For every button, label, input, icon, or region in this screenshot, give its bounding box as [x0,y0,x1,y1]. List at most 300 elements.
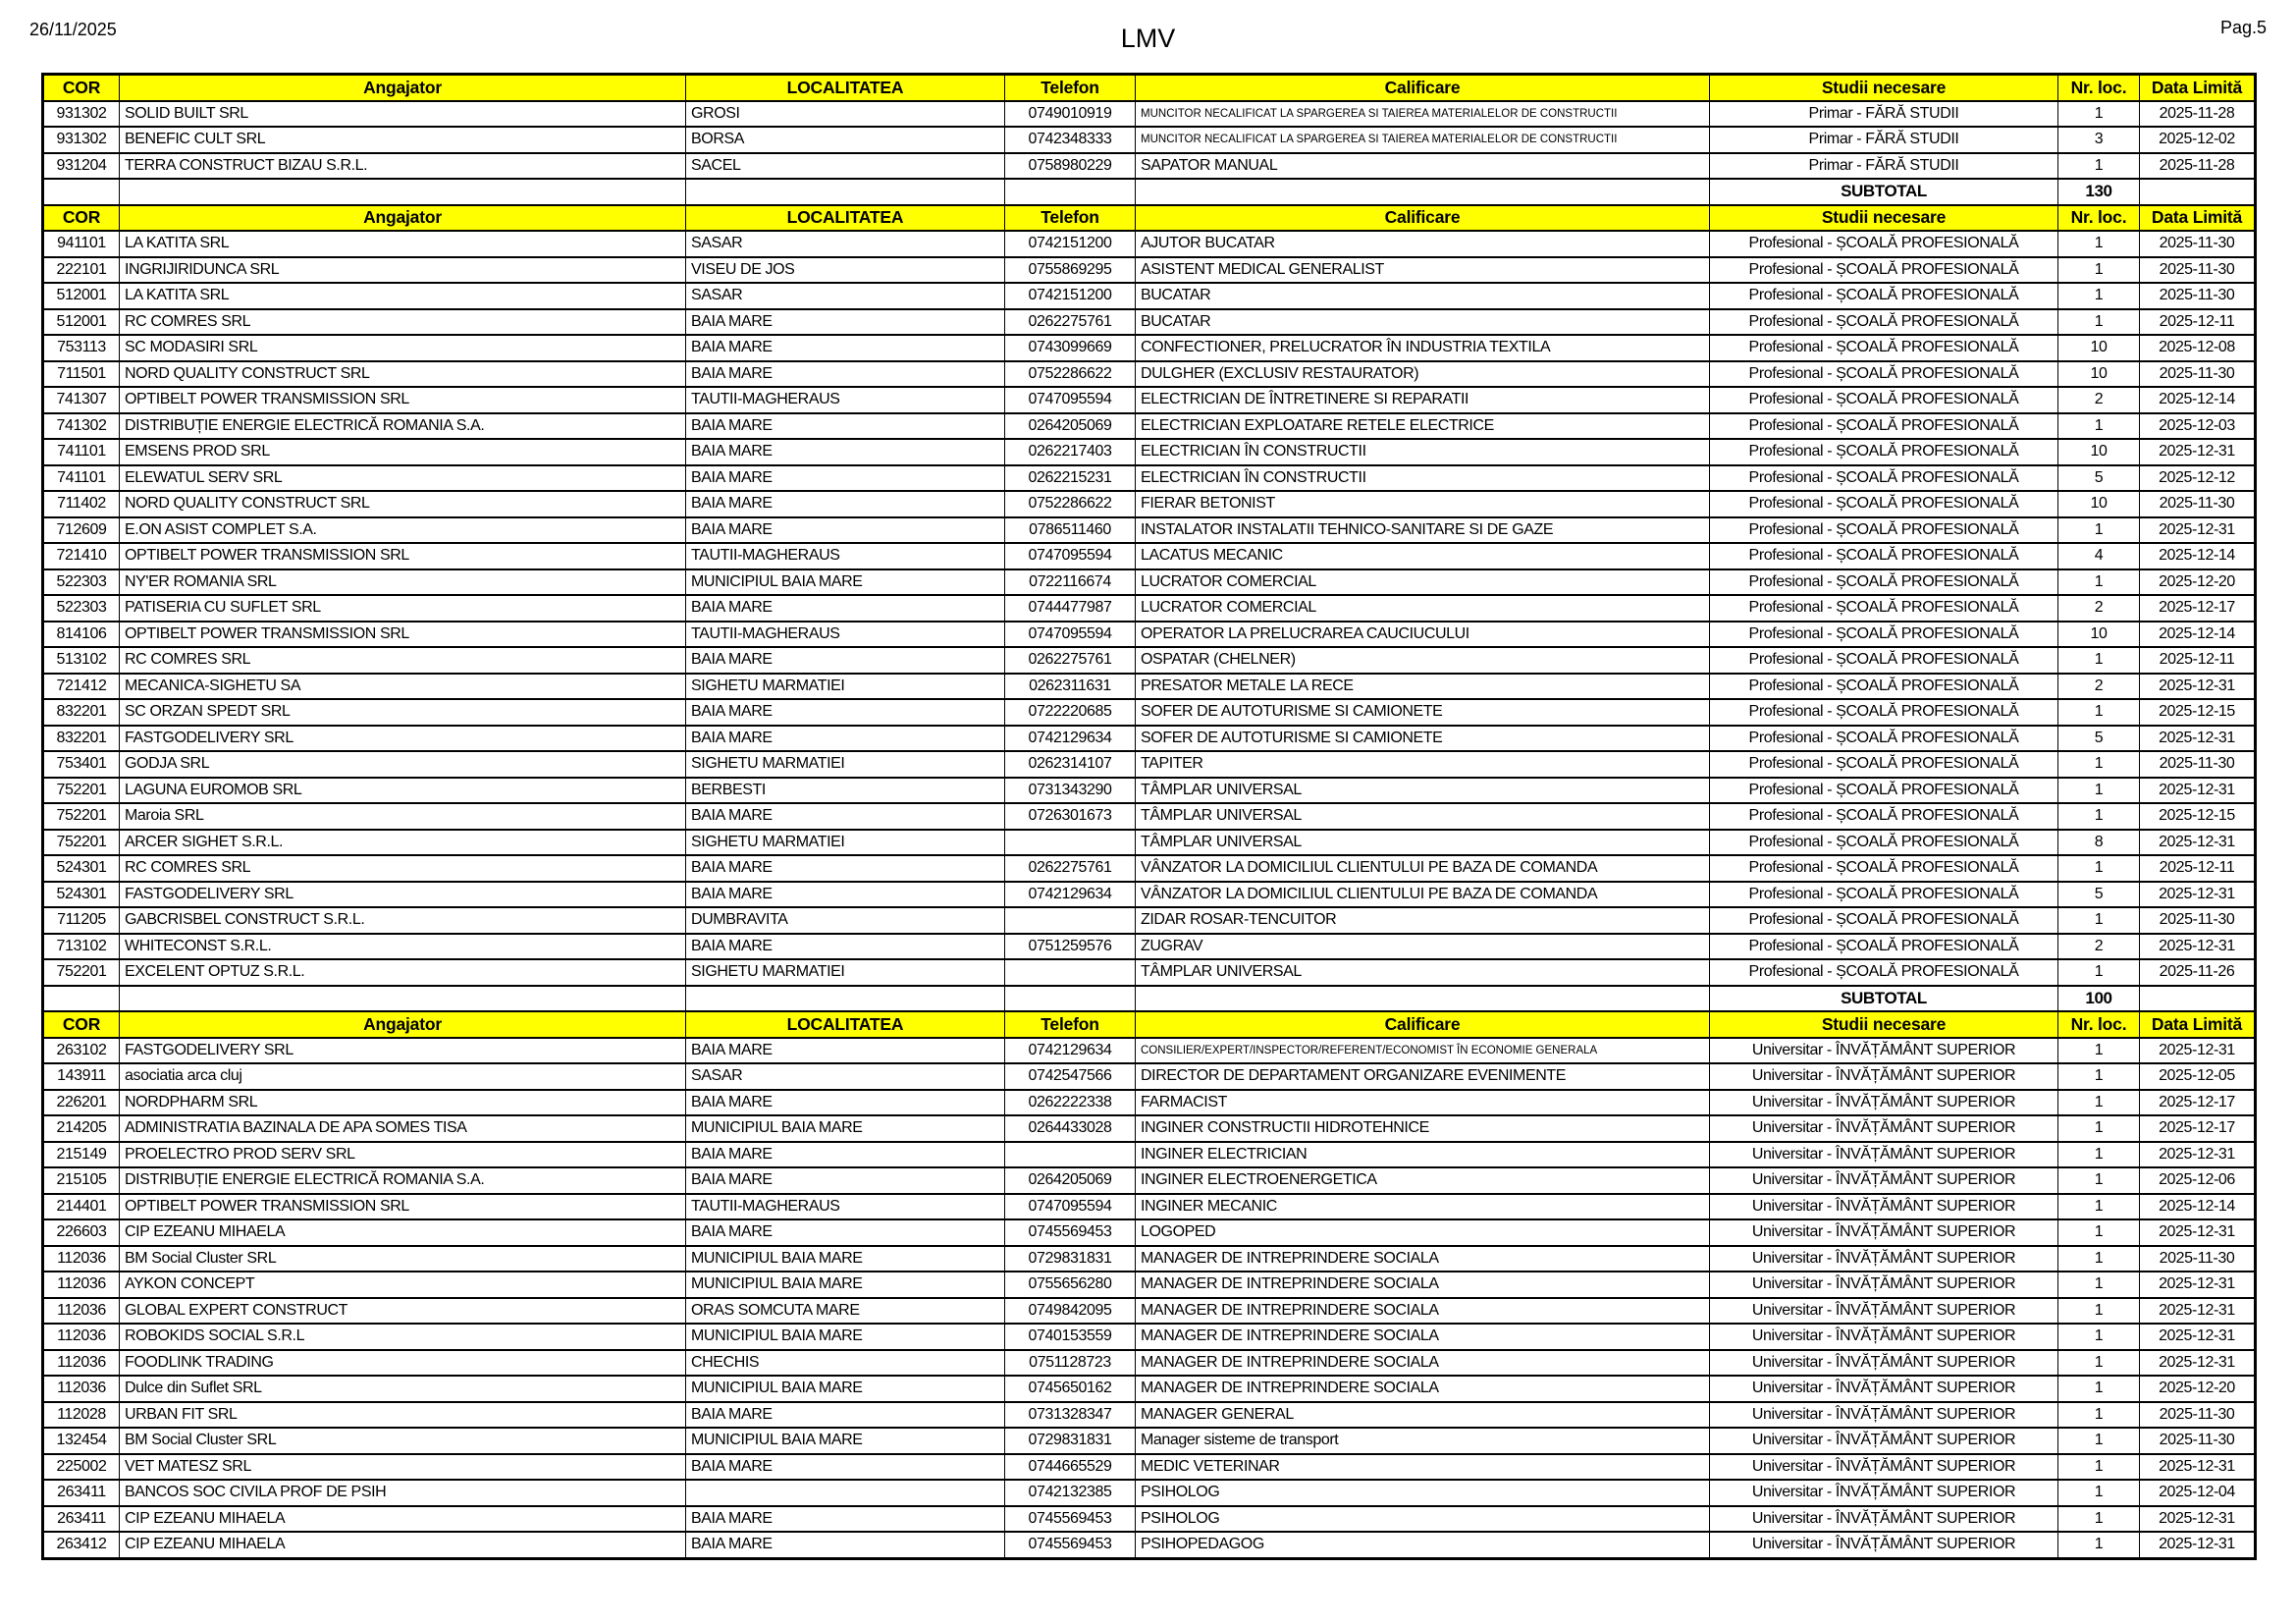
column-header-cor: COR [43,75,120,101]
column-header-nr-loc: Nr. loc. [2058,75,2140,101]
table-row [43,1402,2256,1429]
cell-telefon: 0786511460 [1005,517,1136,544]
table-row [43,674,2256,700]
cell-cor: 225002 [43,1454,120,1481]
cell-nr-loc: 10 [2058,622,2140,648]
cell-calificare: FIERAR BETONIST [1136,491,1710,517]
cell-calificare: ELECTRICIAN EXPLOATARE RETELE ELECTRICE [1136,413,1710,440]
cell-localitatea: BORSA [686,127,1005,153]
cell-studii: Profesional - ȘCOALĂ PROFESIONALĂ [1710,595,2058,622]
cell-angajator: ADMINISTRATIA BAZINALA DE APA SOMES TISA [120,1115,686,1142]
cell-data-limita: 2025-12-11 [2140,855,2256,882]
cell-cor: 741302 [43,413,120,440]
cell-calificare: TÂMPLAR UNIVERSAL [1136,830,1710,856]
cell-localitatea: BAIA MARE [686,803,1005,830]
cell-angajator: CIP EZEANU MIHAELA [120,1506,686,1533]
cell-localitatea: SIGHETU MARMATIEI [686,830,1005,856]
cell-cor: 741307 [43,387,120,413]
table-row [43,830,2256,856]
cell-calificare: MANAGER DE INTREPRINDERE SOCIALA [1136,1298,1710,1325]
subtotal-label: SUBTOTAL [1710,179,2058,205]
table-row [43,1506,2256,1533]
cell-localitatea: BAIA MARE [686,1402,1005,1429]
cell-telefon: 0744477987 [1005,595,1136,622]
cell-studii: Profesional - ȘCOALĂ PROFESIONALĂ [1710,517,2058,544]
cell-data-limita: 2025-12-17 [2140,595,2256,622]
cell-studii: Profesional - ȘCOALĂ PROFESIONALĂ [1710,830,2058,856]
cell-nr-loc: 1 [2058,1090,2140,1116]
cell-nr-loc: 1 [2058,1194,2140,1220]
cell-cor: 263411 [43,1506,120,1533]
cell-cor: 741101 [43,439,120,465]
cell-cor: 711402 [43,491,120,517]
job-vacancies-table [41,73,2257,1560]
table-row [43,465,2256,492]
table-row [43,1090,2256,1116]
cell-cor: 752201 [43,803,120,830]
table-row [43,647,2256,674]
cell-cor: 832201 [43,726,120,752]
cell-calificare: LOGOPED [1136,1219,1710,1246]
cell-nr-loc: 8 [2058,830,2140,856]
cell-data-limita: 2025-11-30 [2140,361,2256,388]
cell-studii: Profesional - ȘCOALĂ PROFESIONALĂ [1710,335,2058,361]
cell-cor: 522303 [43,569,120,596]
cell-localitatea: BAIA MARE [686,647,1005,674]
subtotal-empty-cell [1005,986,1136,1012]
cell-calificare: PSIHOLOG [1136,1480,1710,1506]
cell-cor: 711205 [43,907,120,934]
cell-data-limita: 2025-12-20 [2140,1376,2256,1402]
table-row [43,959,2256,986]
cell-nr-loc: 1 [2058,231,2140,257]
cell-localitatea: BAIA MARE [686,1506,1005,1533]
cell-telefon: 0742129634 [1005,1038,1136,1064]
cell-nr-loc: 3 [2058,127,2140,153]
cell-telefon: 0264205069 [1005,1167,1136,1194]
cell-cor: 112036 [43,1272,120,1298]
cell-nr-loc: 1 [2058,907,2140,934]
column-header-nr-loc: Nr. loc. [2058,1011,2140,1038]
cell-cor: 711501 [43,361,120,388]
table-row [43,543,2256,569]
cell-calificare: CONSILIER/EXPERT/INSPECTOR/REFERENT/ECONOMIST ÎN ECONOMIE GENERALA [1136,1038,1710,1064]
cell-telefon: 0743099669 [1005,335,1136,361]
table-row [43,517,2256,544]
cell-data-limita: 2025-12-31 [2140,1532,2256,1558]
cell-telefon: 0262215231 [1005,465,1136,492]
cell-calificare: INGINER ELECTROENERGETICA [1136,1167,1710,1194]
cell-calificare: INSTALATOR INSTALATII TEHNICO-SANITARE SI DE GAZE [1136,517,1710,544]
cell-calificare: LUCRATOR COMERCIAL [1136,569,1710,596]
cell-localitatea: VISEU DE JOS [686,257,1005,284]
cell-studii: Profesional - ȘCOALĂ PROFESIONALĂ [1710,465,2058,492]
column-header-telefon: Telefon [1005,1011,1136,1038]
cell-studii: Profesional - ȘCOALĂ PROFESIONALĂ [1710,491,2058,517]
cell-localitatea: SIGHETU MARMATIEI [686,959,1005,986]
cell-cor: 524301 [43,882,120,908]
cell-nr-loc: 10 [2058,439,2140,465]
table-header-row [43,205,2256,232]
cell-nr-loc: 1 [2058,309,2140,336]
cell-telefon: 0742132385 [1005,1480,1136,1506]
column-header-localitatea: LOCALITATEA [686,1011,1005,1038]
cell-nr-loc: 1 [2058,1350,2140,1377]
cell-calificare: CONFECTIONER, PRELUCRATOR ÎN INDUSTRIA TEXTILA [1136,335,1710,361]
cell-localitatea: CHECHIS [686,1350,1005,1377]
cell-studii: Primar - FĂRĂ STUDII [1710,153,2058,180]
cell-calificare: AJUTOR BUCATAR [1136,231,1710,257]
table-row [43,439,2256,465]
cell-telefon: 0747095594 [1005,543,1136,569]
cell-data-limita: 2025-11-30 [2140,283,2256,309]
table-row [43,335,2256,361]
cell-studii: Profesional - ȘCOALĂ PROFESIONALĂ [1710,959,2058,986]
cell-data-limita: 2025-12-14 [2140,622,2256,648]
cell-localitatea: BAIA MARE [686,465,1005,492]
cell-calificare: ELECTRICIAN ÎN CONSTRUCTII [1136,439,1710,465]
cell-localitatea: BAIA MARE [686,1142,1005,1168]
table-row [43,1428,2256,1454]
cell-studii: Universitar - ÎNVĂȚĂMÂNT SUPERIOR [1710,1324,2058,1350]
cell-data-limita: 2025-12-14 [2140,543,2256,569]
cell-data-limita: 2025-11-30 [2140,1402,2256,1429]
cell-telefon: 0755656280 [1005,1272,1136,1298]
cell-data-limita: 2025-11-30 [2140,491,2256,517]
cell-angajator: asociatia arca cluj [120,1063,686,1090]
cell-studii: Profesional - ȘCOALĂ PROFESIONALĂ [1710,882,2058,908]
cell-localitatea: BAIA MARE [686,1167,1005,1194]
cell-telefon: 0758980229 [1005,153,1136,180]
table-row [43,1376,2256,1402]
table-row [43,283,2256,309]
cell-studii: Universitar - ÎNVĂȚĂMÂNT SUPERIOR [1710,1194,2058,1220]
cell-nr-loc: 2 [2058,387,2140,413]
cell-cor: 132454 [43,1428,120,1454]
cell-angajator: ARCER SIGHET S.R.L. [120,830,686,856]
cell-telefon: 0740153559 [1005,1324,1136,1350]
cell-nr-loc: 2 [2058,595,2140,622]
cell-data-limita: 2025-12-15 [2140,699,2256,726]
cell-nr-loc: 1 [2058,1272,2140,1298]
table-row [43,907,2256,934]
cell-telefon: 0262217403 [1005,439,1136,465]
cell-cor: 112036 [43,1350,120,1377]
cell-nr-loc: 1 [2058,778,2140,804]
cell-cor: 214205 [43,1115,120,1142]
cell-angajator: FASTGODELIVERY SRL [120,726,686,752]
cell-angajator: URBAN FIT SRL [120,1402,686,1429]
table-row [43,778,2256,804]
cell-calificare: VÂNZATOR LA DOMICILIUL CLIENTULUI PE BAZA DE COMANDA [1136,855,1710,882]
cell-studii: Profesional - ȘCOALĂ PROFESIONALĂ [1710,309,2058,336]
cell-calificare: BUCATAR [1136,309,1710,336]
cell-data-limita: 2025-11-30 [2140,1428,2256,1454]
cell-localitatea: BAIA MARE [686,361,1005,388]
cell-telefon: 0262314107 [1005,751,1136,778]
cell-calificare: ELECTRICIAN DE ÎNTRETINERE SI REPARATII [1136,387,1710,413]
cell-cor: 112028 [43,1402,120,1429]
cell-calificare: PRESATOR METALE LA RECE [1136,674,1710,700]
table-row [43,1219,2256,1246]
table-row [43,1063,2256,1090]
cell-nr-loc: 1 [2058,153,2140,180]
cell-telefon: 0264205069 [1005,413,1136,440]
cell-studii: Profesional - ȘCOALĂ PROFESIONALĂ [1710,726,2058,752]
cell-angajator: PROELECTRO PROD SERV SRL [120,1142,686,1168]
cell-nr-loc: 1 [2058,1428,2140,1454]
cell-data-limita: 2025-12-31 [2140,830,2256,856]
cell-telefon: 0751128723 [1005,1350,1136,1377]
cell-data-limita: 2025-11-30 [2140,1246,2256,1272]
cell-nr-loc: 10 [2058,361,2140,388]
cell-localitatea: BAIA MARE [686,309,1005,336]
subtotal-empty-cell [120,179,686,205]
cell-angajator: E.ON ASIST COMPLET S.A. [120,517,686,544]
cell-studii: Universitar - ÎNVĂȚĂMÂNT SUPERIOR [1710,1272,2058,1298]
cell-telefon: 0731343290 [1005,778,1136,804]
cell-localitatea: SACEL [686,153,1005,180]
cell-angajator: Dulce din Suflet SRL [120,1376,686,1402]
cell-nr-loc: 1 [2058,855,2140,882]
cell-calificare: TÂMPLAR UNIVERSAL [1136,803,1710,830]
table-row [43,934,2256,960]
cell-nr-loc: 4 [2058,543,2140,569]
cell-data-limita: 2025-12-31 [2140,439,2256,465]
cell-studii: Profesional - ȘCOALĂ PROFESIONALĂ [1710,751,2058,778]
cell-calificare: BUCATAR [1136,283,1710,309]
cell-angajator: FASTGODELIVERY SRL [120,1038,686,1064]
table-row [43,595,2256,622]
cell-telefon: 0749842095 [1005,1298,1136,1325]
cell-cor: 215149 [43,1142,120,1168]
table-row [43,622,2256,648]
table-row [43,751,2256,778]
cell-angajator: BM Social Cluster SRL [120,1428,686,1454]
cell-data-limita: 2025-12-31 [2140,882,2256,908]
column-header-data-limita: Data Limită [2140,205,2256,232]
cell-studii: Profesional - ȘCOALĂ PROFESIONALĂ [1710,569,2058,596]
cell-studii: Universitar - ÎNVĂȚĂMÂNT SUPERIOR [1710,1246,2058,1272]
cell-nr-loc: 1 [2058,1115,2140,1142]
cell-calificare: PSIHOPEDAGOG [1136,1532,1710,1558]
cell-calificare: ZIDAR ROSAR-TENCUITOR [1136,907,1710,934]
cell-data-limita: 2025-11-28 [2140,153,2256,180]
subtotal-label: SUBTOTAL [1710,986,2058,1012]
cell-calificare: MUNCITOR NECALIFICAT LA SPARGEREA SI TAIEREA MATERIALELOR DE CONSTRUCTII [1136,127,1710,153]
cell-calificare: ASISTENT MEDICAL GENERALIST [1136,257,1710,284]
cell-angajator: OPTIBELT POWER TRANSMISSION SRL [120,1194,686,1220]
cell-calificare: SAPATOR MANUAL [1136,153,1710,180]
cell-telefon: 0744665529 [1005,1454,1136,1481]
table-row [43,413,2256,440]
cell-telefon: 0729831831 [1005,1246,1136,1272]
cell-data-limita: 2025-12-14 [2140,387,2256,413]
cell-localitatea: BAIA MARE [686,726,1005,752]
cell-telefon: 0752286622 [1005,361,1136,388]
cell-telefon: 0742129634 [1005,882,1136,908]
cell-nr-loc: 1 [2058,751,2140,778]
cell-data-limita: 2025-12-31 [2140,1272,2256,1298]
cell-data-limita: 2025-12-31 [2140,1219,2256,1246]
cell-data-limita: 2025-12-11 [2140,309,2256,336]
subtotal-empty-cell [43,179,120,205]
cell-data-limita: 2025-11-30 [2140,231,2256,257]
cell-localitatea: MUNICIPIUL BAIA MARE [686,1272,1005,1298]
cell-studii: Profesional - ȘCOALĂ PROFESIONALĂ [1710,647,2058,674]
cell-angajator: GLOBAL EXPERT CONSTRUCT [120,1298,686,1325]
cell-angajator: DISTRIBUȚIE ENERGIE ELECTRICĂ ROMANIA S.A. [120,413,686,440]
cell-data-limita: 2025-11-30 [2140,257,2256,284]
table-body [43,75,2256,1559]
cell-data-limita: 2025-12-05 [2140,1063,2256,1090]
cell-data-limita: 2025-12-31 [2140,1454,2256,1481]
cell-cor: 712609 [43,517,120,544]
cell-telefon: 0729831831 [1005,1428,1136,1454]
cell-studii: Universitar - ÎNVĂȚĂMÂNT SUPERIOR [1710,1063,2058,1090]
cell-localitatea: DUMBRAVITA [686,907,1005,934]
cell-localitatea: BAIA MARE [686,413,1005,440]
cell-studii: Universitar - ÎNVĂȚĂMÂNT SUPERIOR [1710,1376,2058,1402]
table-row [43,699,2256,726]
cell-cor: 112036 [43,1324,120,1350]
cell-angajator: BM Social Cluster SRL [120,1246,686,1272]
cell-data-limita: 2025-12-31 [2140,1350,2256,1377]
column-header-cor: COR [43,1011,120,1038]
cell-localitatea: BAIA MARE [686,855,1005,882]
cell-angajator: BANCOS SOC CIVILA PROF DE PSIH [120,1480,686,1506]
cell-localitatea: BERBESTI [686,778,1005,804]
column-header-nr-loc: Nr. loc. [2058,205,2140,232]
cell-localitatea: TAUTII-MAGHERAUS [686,622,1005,648]
cell-data-limita: 2025-11-30 [2140,907,2256,934]
column-header-studii: Studii necesare [1710,1011,2058,1038]
cell-angajator: INGRIJIRIDUNCA SRL [120,257,686,284]
cell-angajator: LA KATITA SRL [120,283,686,309]
cell-data-limita: 2025-12-03 [2140,413,2256,440]
cell-telefon: 0745569453 [1005,1219,1136,1246]
cell-localitatea: SIGHETU MARMATIEI [686,751,1005,778]
cell-data-limita: 2025-12-04 [2140,1480,2256,1506]
cell-nr-loc: 2 [2058,674,2140,700]
cell-localitatea: SASAR [686,231,1005,257]
cell-angajator: EXCELENT OPTUZ S.R.L. [120,959,686,986]
table-row [43,231,2256,257]
table-row [43,1350,2256,1377]
column-header-data-limita: Data Limită [2140,1011,2256,1038]
cell-nr-loc: 1 [2058,569,2140,596]
subtotal-empty-cell [2140,179,2256,205]
cell-data-limita: 2025-12-14 [2140,1194,2256,1220]
subtotal-row [43,179,2256,205]
table-row [43,726,2256,752]
cell-cor: 721410 [43,543,120,569]
cell-calificare: DIRECTOR DE DEPARTAMENT ORGANIZARE EVENIMENTE [1136,1063,1710,1090]
cell-telefon: 0751259576 [1005,934,1136,960]
cell-calificare: INGINER MECANIC [1136,1194,1710,1220]
cell-angajator: CIP EZEANU MIHAELA [120,1219,686,1246]
cell-nr-loc: 1 [2058,283,2140,309]
cell-calificare: INGINER ELECTRICIAN [1136,1142,1710,1168]
cell-nr-loc: 1 [2058,1219,2140,1246]
cell-telefon: 0749010919 [1005,101,1136,128]
cell-data-limita: 2025-12-31 [2140,726,2256,752]
cell-studii: Profesional - ȘCOALĂ PROFESIONALĂ [1710,543,2058,569]
cell-angajator: FOODLINK TRADING [120,1350,686,1377]
cell-localitatea: TAUTII-MAGHERAUS [686,387,1005,413]
cell-nr-loc: 1 [2058,1167,2140,1194]
table-row [43,803,2256,830]
cell-cor: 931302 [43,101,120,128]
cell-localitatea: BAIA MARE [686,1090,1005,1116]
cell-data-limita: 2025-12-31 [2140,674,2256,700]
cell-nr-loc: 5 [2058,882,2140,908]
cell-calificare: MANAGER DE INTREPRINDERE SOCIALA [1136,1246,1710,1272]
cell-cor: 263411 [43,1480,120,1506]
cell-angajator: OPTIBELT POWER TRANSMISSION SRL [120,622,686,648]
cell-calificare: LUCRATOR COMERCIAL [1136,595,1710,622]
cell-angajator: SC MODASIRI SRL [120,335,686,361]
cell-data-limita: 2025-12-31 [2140,517,2256,544]
cell-telefon: 0264433028 [1005,1115,1136,1142]
cell-telefon: 0755869295 [1005,257,1136,284]
cell-telefon: 0262275761 [1005,855,1136,882]
cell-studii: Profesional - ȘCOALĂ PROFESIONALĂ [1710,439,2058,465]
cell-angajator: DISTRIBUȚIE ENERGIE ELECTRICĂ ROMANIA S.A. [120,1167,686,1194]
table-header-row [43,75,2256,101]
cell-nr-loc: 1 [2058,1506,2140,1533]
cell-localitatea: TAUTII-MAGHERAUS [686,543,1005,569]
cell-cor: 222101 [43,257,120,284]
cell-studii: Profesional - ȘCOALĂ PROFESIONALĂ [1710,907,2058,934]
cell-localitatea: MUNICIPIUL BAIA MARE [686,1115,1005,1142]
cell-localitatea: BAIA MARE [686,699,1005,726]
table-row [43,309,2256,336]
cell-nr-loc: 1 [2058,1480,2140,1506]
cell-nr-loc: 5 [2058,465,2140,492]
cell-data-limita: 2025-12-08 [2140,335,2256,361]
cell-studii: Universitar - ÎNVĂȚĂMÂNT SUPERIOR [1710,1480,2058,1506]
cell-cor: 752201 [43,778,120,804]
cell-telefon: 0745569453 [1005,1506,1136,1533]
table-row [43,1298,2256,1325]
cell-cor: 226603 [43,1219,120,1246]
subtotal-empty-cell [686,986,1005,1012]
column-header-localitatea: LOCALITATEA [686,205,1005,232]
cell-localitatea: MUNICIPIUL BAIA MARE [686,569,1005,596]
cell-calificare: FARMACIST [1136,1090,1710,1116]
cell-localitatea: BAIA MARE [686,1532,1005,1558]
cell-angajator: GODJA SRL [120,751,686,778]
subtotal-empty-cell [120,986,686,1012]
cell-cor: 112036 [43,1298,120,1325]
cell-localitatea: BAIA MARE [686,491,1005,517]
cell-calificare: Manager sisteme de transport [1136,1428,1710,1454]
cell-nr-loc: 1 [2058,1402,2140,1429]
column-header-studii: Studii necesare [1710,75,2058,101]
cell-data-limita: 2025-12-17 [2140,1115,2256,1142]
column-header-cor: COR [43,205,120,232]
cell-cor: 752201 [43,959,120,986]
cell-angajator: NORD QUALITY CONSTRUCT SRL [120,361,686,388]
cell-studii: Profesional - ȘCOALĂ PROFESIONALĂ [1710,361,2058,388]
cell-localitatea: MUNICIPIUL BAIA MARE [686,1376,1005,1402]
cell-nr-loc: 10 [2058,335,2140,361]
cell-calificare: TAPITER [1136,751,1710,778]
column-header-telefon: Telefon [1005,205,1136,232]
cell-angajator: SC ORZAN SPEDT SRL [120,699,686,726]
cell-nr-loc: 1 [2058,647,2140,674]
